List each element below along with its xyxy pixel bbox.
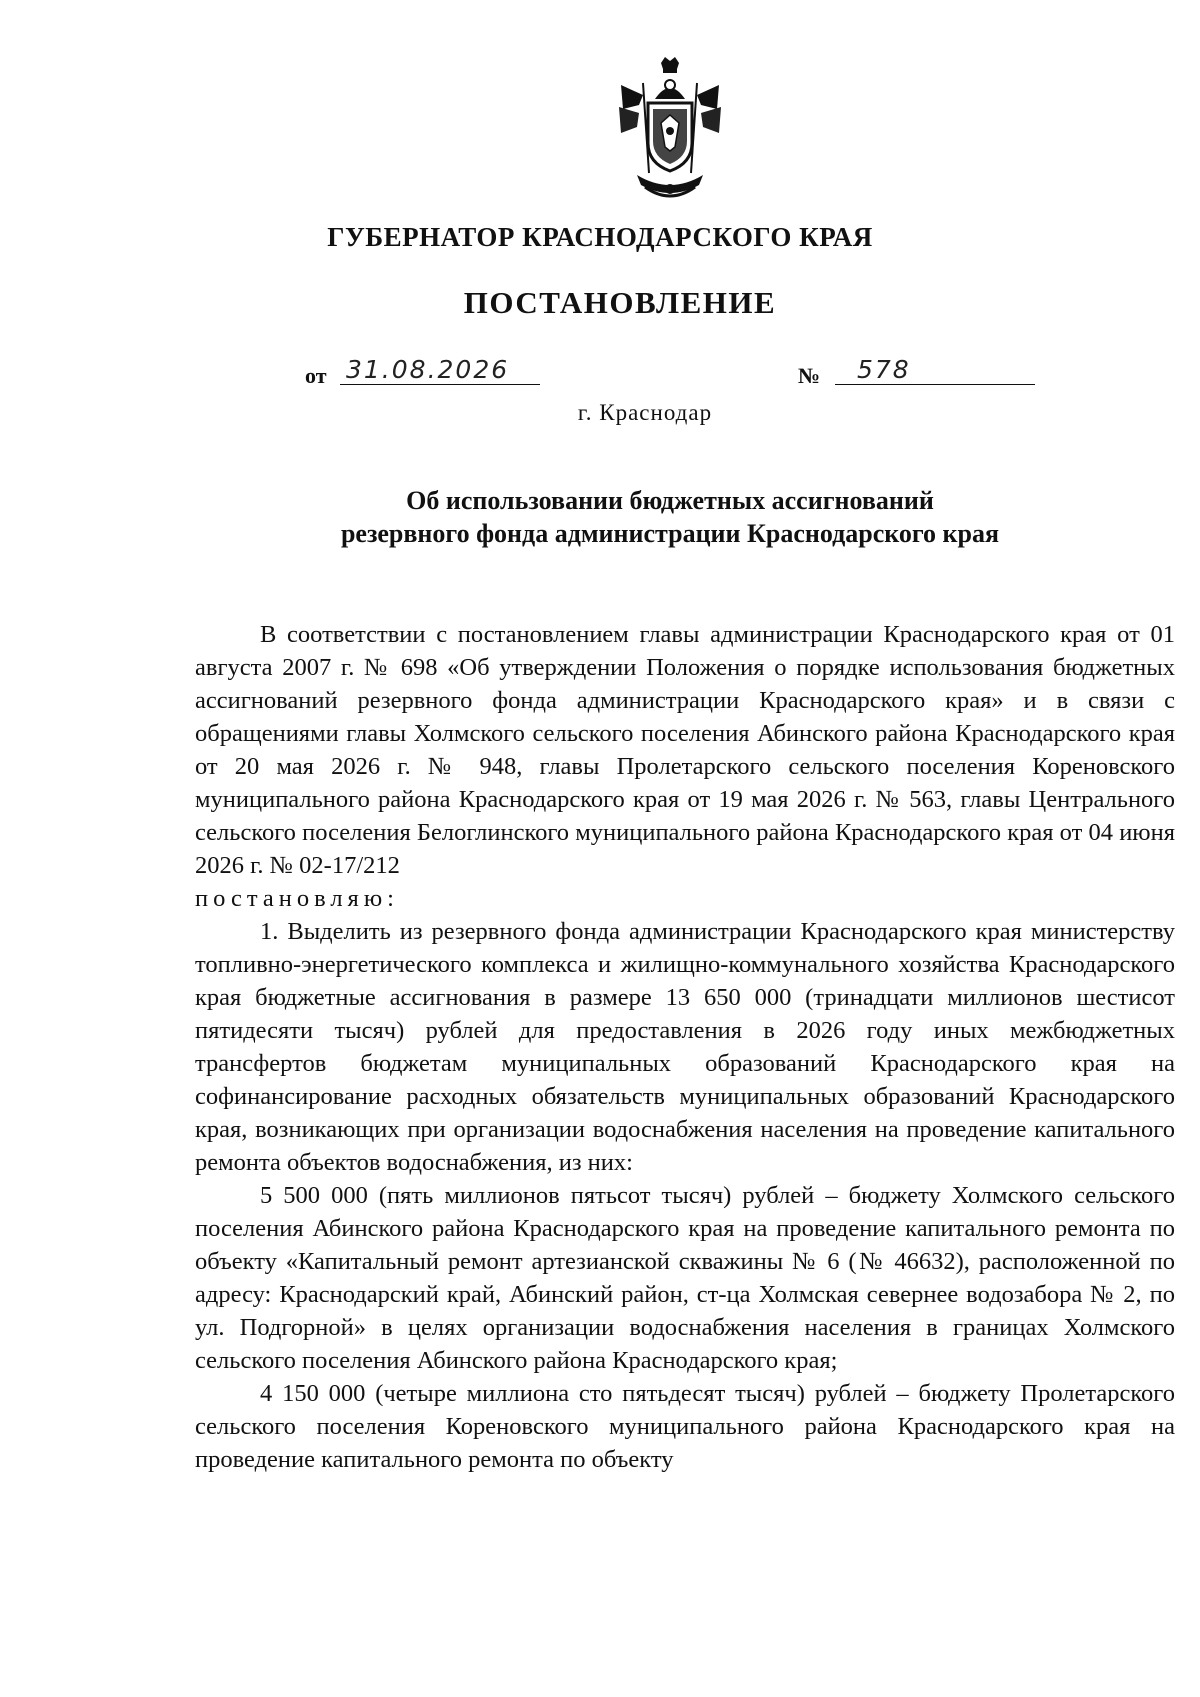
preamble-paragraph: В соответствии с постановлением главы администрации Краснодарского края от 01 августа 2007 г. № 698 «Об утверждении Положения о порядке использования бюджетных ассигнований резервного фонда администрации Краснодарского края» и в связи с обращениями главы Холмского сельского поселения Абинского района Краснодарского края от 20 мая 2026 г. № 948, главы Пролетарского сельского поселения Кореновского муниципального района Краснодарского края от 19 мая 2026 г. № 563, главы Центрального сельского поселения Белоглинского муниципального района Краснодарского края от 04 июня 2026 г. № 02-17/212	[195, 621, 1175, 879]
number-value: 578	[835, 355, 1035, 385]
resolve-word: постановляю:	[195, 885, 399, 912]
subject-line-1: Об использовании бюджетных ассигнований	[406, 486, 934, 515]
issuing-authority: ГУБЕРНАТОР КРАСНОДАРСКОГО КРАЯ	[327, 222, 873, 252]
document-body	[195, 618, 1175, 1476]
item-1a-paragraph: 5 500 000 (пять миллионов пятьсот тысяч) рублей – бюджету Холмского сельского поселения Абинского района Краснодарского края на проведение капитального ремонта по объекту «Капитальный ремонт артезианской скважины № 6 (№ 46632), расположенной по адресу: Краснодарский край, Абинский район, ст-ца Холмская севернее водозабора № 2, по ул. Подгорной» в целях организации водоснабжения населения в границах Холмского сельского поселения Абинского района Краснодарского края;	[195, 1182, 1175, 1374]
krasnodar-krai-coat-of-arms-icon	[615, 55, 725, 205]
subject-line-2: резервного фонда администрации Краснодарского края	[340, 519, 1000, 548]
date-value: 31.08.2026	[340, 355, 540, 385]
item-1-paragraph: 1. Выделить из резервного фонда администрации Краснодарского края министерству топливно-энергетического комплекса и жилищно-коммунального хозяйства Краснодарского края бюджетные ассигнования в размере 13 650 000 (тринадцати миллионов шестисот пятидесяти тысяч) рублей для предоставления в 2026 году иных межбюджетных трансфертов бюджетам муниципальных образований Краснодарского края на софинансирование расходных обязательств муниципальных образований Краснодарского края, возникающих при организации водоснабжения населения на проведение капитального ремонта объектов водоснабжения, из них:	[195, 918, 1175, 1176]
document-subject	[200, 484, 1140, 550]
number-label: №	[798, 363, 821, 388]
document-meta-row	[0, 355, 1200, 395]
item-1b-paragraph: 4 150 000 (четыре миллиона сто пятьдесят тысяч) рублей – бюджету Пролетарского сельского поселения Кореновского муниципального района Краснодарского края на проведение капитального ремонта по объекту	[195, 1380, 1175, 1473]
issue-city: г. Краснодар	[577, 400, 713, 425]
date-label: от	[305, 363, 327, 388]
document-type: ПОСТАНОВЛЕНИЕ	[463, 285, 777, 320]
